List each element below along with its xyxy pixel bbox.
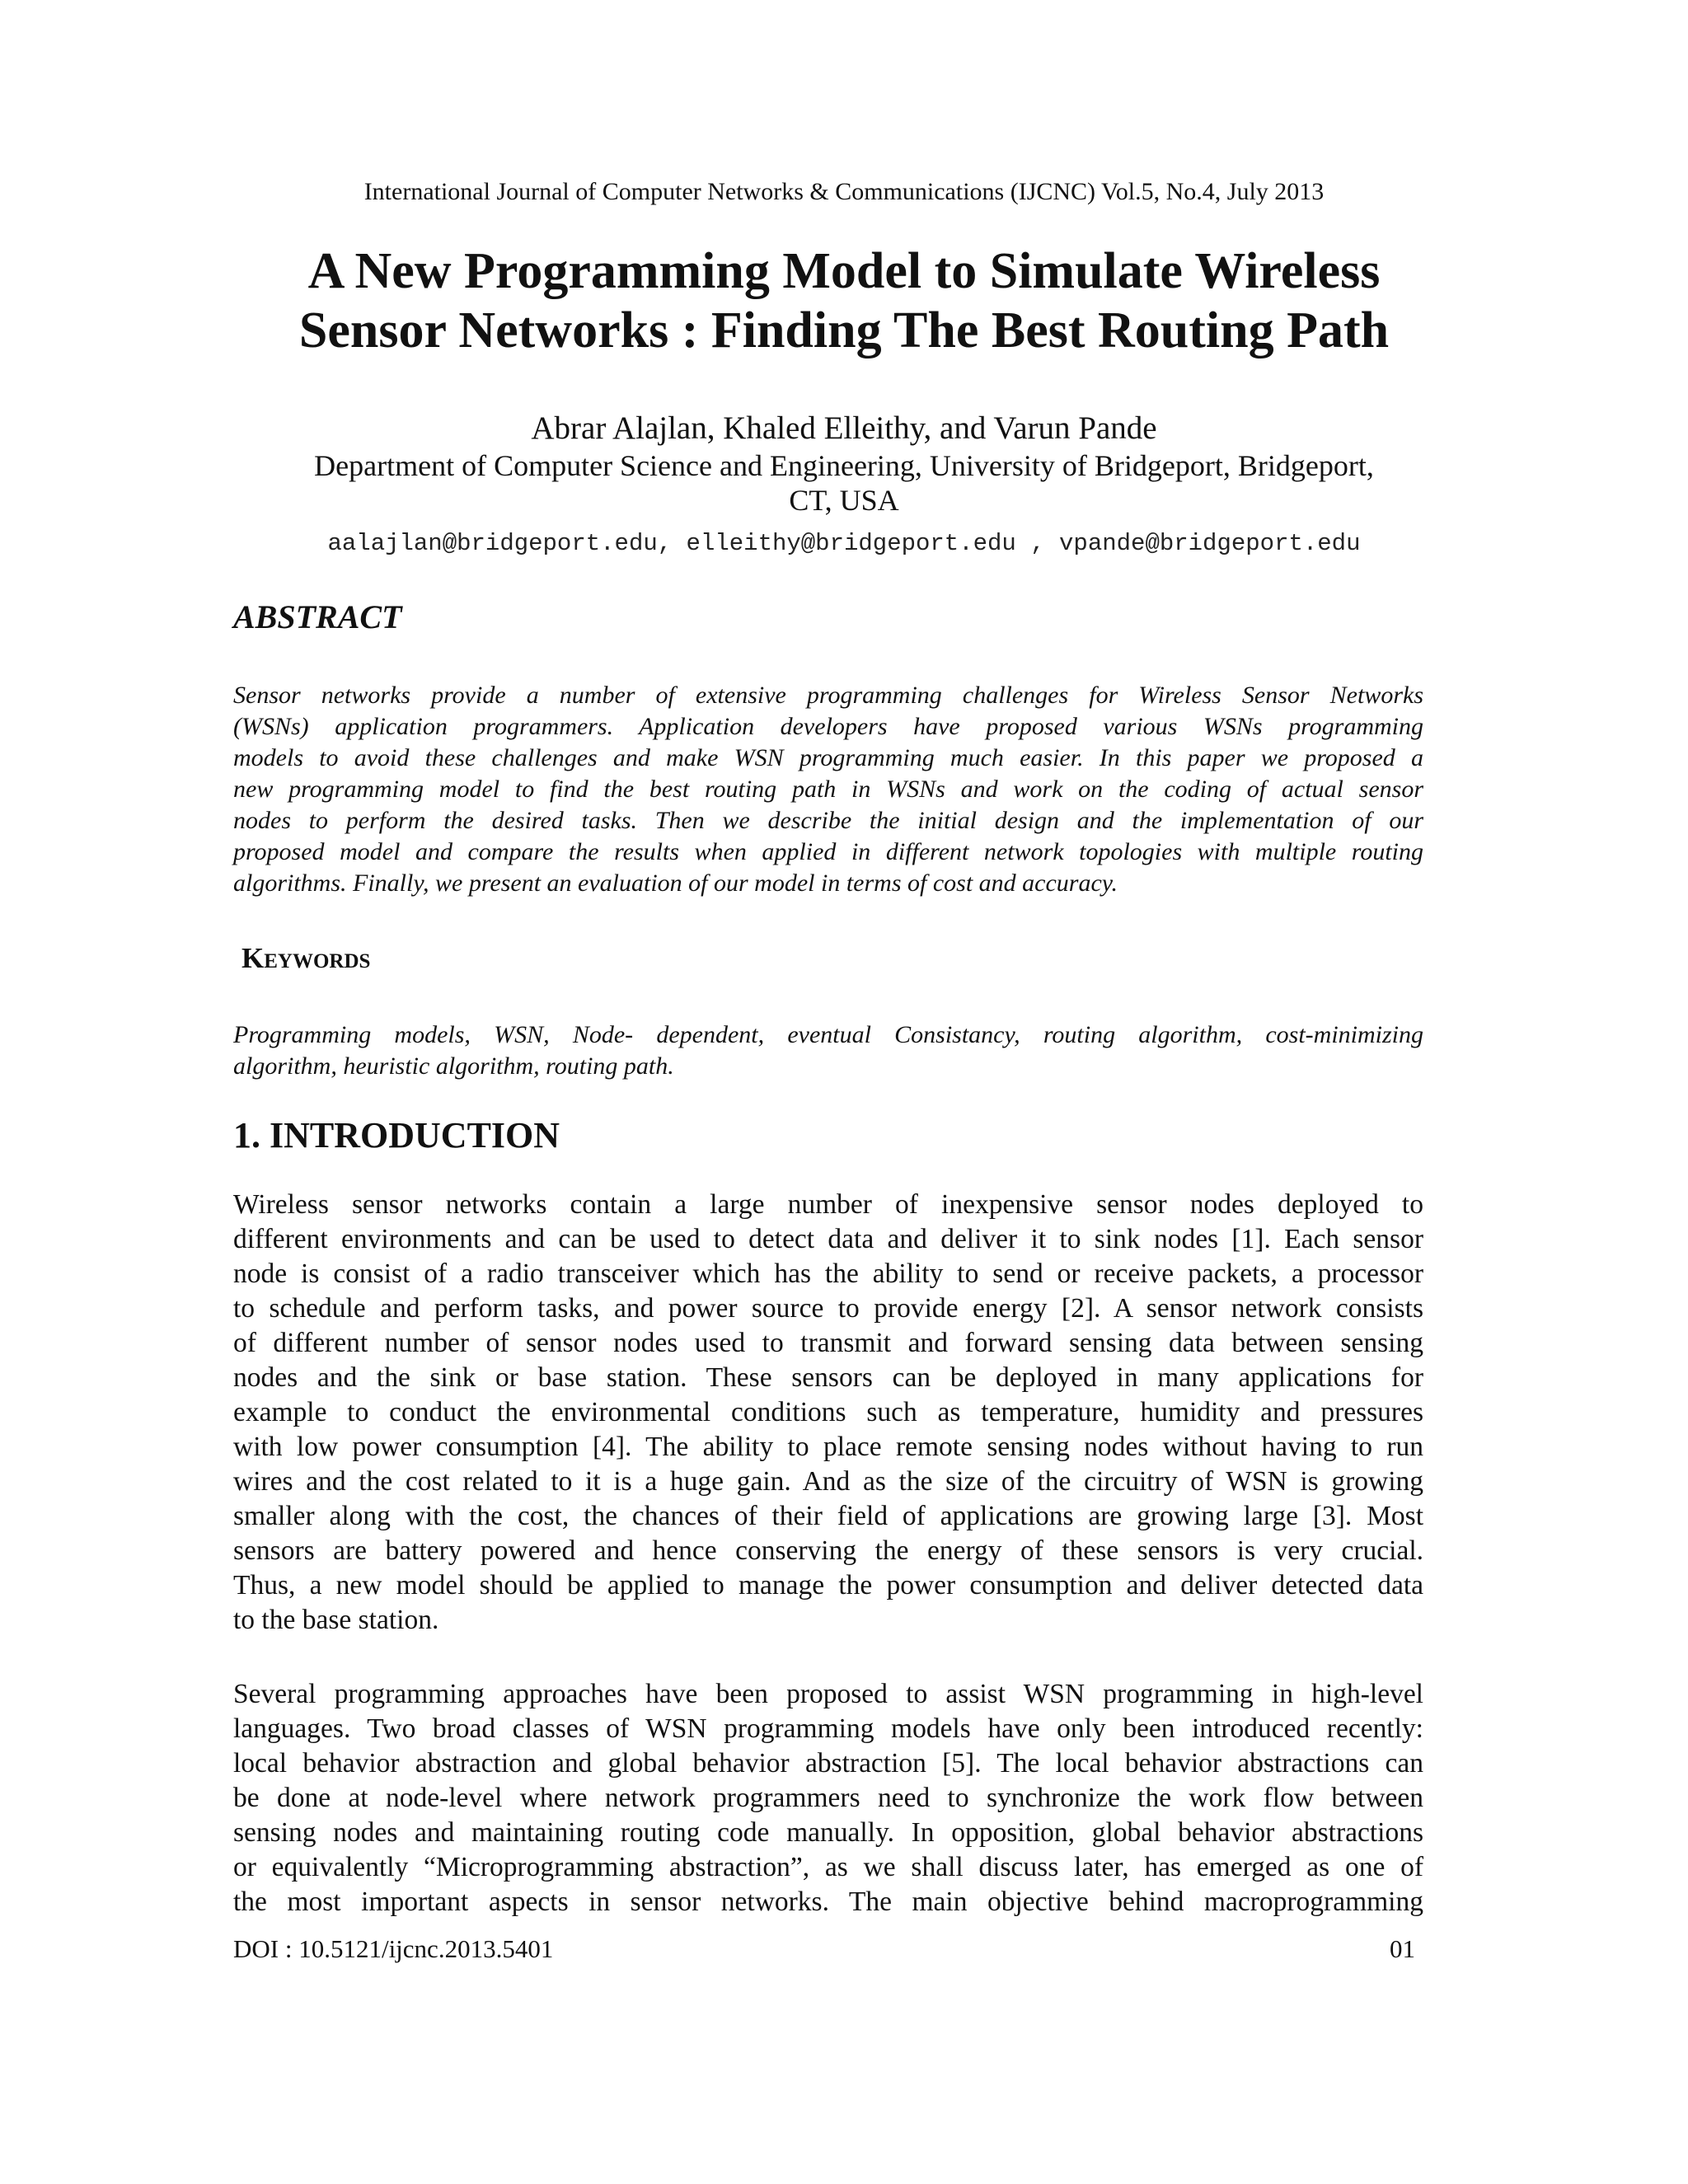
paper-title bbox=[0, 241, 1688, 360]
abstract-line: algorithms. Finally, we present an evaluation of our model in terms of cost and accuracy. bbox=[233, 869, 1118, 897]
paragraph-line: nodes and the sink or base station. These sensors can be deployed in many applications for bbox=[233, 1362, 1423, 1393]
abstract-line: (WSNs) application programmers. Application developers have proposed various WSNs programming bbox=[233, 713, 1423, 740]
paragraph-line: Wireless sensor networks contain a large number of inexpensive sensor nodes deployed to bbox=[233, 1189, 1423, 1220]
paragraph-line: of different number of sensor nodes used to transmit and forward sensing data between sensing bbox=[233, 1328, 1423, 1358]
paragraph-line: languages. Two broad classes of WSN programming models have only been introduced recently: bbox=[233, 1713, 1423, 1744]
affiliation bbox=[235, 448, 1453, 518]
paragraph-line: local behavior abstraction and global behavior abstraction [5]. The local behavior abstractions can bbox=[233, 1748, 1423, 1779]
affiliation-line: Department of Computer Science and Engineering, University of Bridgeport, Bridgeport, bbox=[314, 449, 1374, 482]
paragraph-line: smaller along with the cost, the chances of their field of applications are growing large [3]. Most bbox=[233, 1501, 1423, 1531]
title-line: Sensor Networks : Finding The Best Routing Path bbox=[298, 302, 1390, 359]
paragraph-line: example to conduct the environmental conditions such as temperature, humidity and pressures bbox=[233, 1397, 1423, 1427]
paragraph-line: Several programming approaches have been proposed to assist WSN programming in high-level bbox=[233, 1679, 1423, 1709]
paragraph-line: with low power consumption [4]. The ability to place remote sensing nodes without having to run bbox=[233, 1432, 1423, 1462]
keywords-heading: Keywords bbox=[241, 942, 371, 974]
intro-paragraph-1 bbox=[233, 1188, 1423, 1638]
title-line: A New Programming Model to Simulate Wireless bbox=[307, 243, 1381, 299]
section-heading-introduction: 1. INTRODUCTION bbox=[233, 1115, 560, 1155]
paragraph-line: node is consist of a radio transceiver which has the ability to send or receive packets, a processor bbox=[233, 1258, 1423, 1289]
paragraph-line: sensing nodes and maintaining routing code manually. In opposition, global behavior abstractions bbox=[233, 1817, 1423, 1848]
paragraph-line: the most important aspects in sensor networks. The main objective behind macroprogramming bbox=[233, 1886, 1423, 1917]
abstract-line: proposed model and compare the results when applied in different network topologies with multiple routing bbox=[233, 838, 1423, 865]
keywords-line: algorithm, heuristic algorithm, routing path. bbox=[233, 1052, 674, 1080]
paragraph-line: wires and the cost related to it is a huge gain. And as the size of the circuitry of WSN is growing bbox=[233, 1466, 1423, 1497]
authors: Abrar Alajlan, Khaled Elleithy, and Varun Pande bbox=[531, 410, 1157, 446]
abstract-line: nodes to perform the desired tasks. Then we describe the initial design and the implementation of our bbox=[233, 807, 1423, 834]
paragraph-line: to the base station. bbox=[233, 1605, 439, 1635]
paragraph-line: sensors are battery powered and hence conserving the energy of these sensors is very crucial. bbox=[233, 1535, 1423, 1566]
paragraph-line: or equivalently “Microprogramming abstraction”, as we shall discuss later, has emerged as one of bbox=[233, 1852, 1423, 1882]
abstract-line: new programming model to find the best routing path in WSNs and work on the coding of actual sensor bbox=[233, 776, 1423, 803]
abstract-heading: ABSTRACT bbox=[233, 598, 402, 635]
footer-doi: DOI : 10.5121/ijcnc.2013.5401 bbox=[233, 1934, 554, 1963]
keywords-text bbox=[233, 1019, 1423, 1082]
abstract-line: Sensor networks provide a number of extensive programming challenges for Wireless Sensor Networks bbox=[233, 682, 1423, 709]
paragraph-line: to schedule and perform tasks, and power source to provide energy [2]. A sensor network consists bbox=[233, 1293, 1423, 1324]
intro-paragraph-2 bbox=[233, 1677, 1423, 1919]
paragraph-line: different environments and can be used to detect data and deliver it to sink nodes [1]. Each sensor bbox=[233, 1224, 1423, 1254]
paragraph-line: be done at node-level where network programmers need to synchronize the work flow between bbox=[233, 1783, 1423, 1813]
journal-header: International Journal of Computer Networks & Communications (IJCNC) Vol.5, No.4, July 2013 bbox=[363, 178, 1325, 205]
keywords-line: Programming models, WSN, Node- dependent, eventual Consistancy, routing algorithm, cost-minimizing bbox=[233, 1021, 1423, 1048]
abstract-text bbox=[233, 680, 1423, 899]
author-emails: aalajlan@bridgeport.edu, elleithy@bridgeport.edu , vpande@bridgeport.edu bbox=[327, 530, 1361, 557]
footer-page-number: 01 bbox=[1390, 1934, 1415, 1963]
abstract-line: models to avoid these challenges and make WSN programming much easier. In this paper we proposed a bbox=[233, 744, 1423, 771]
affiliation-line: CT, USA bbox=[789, 484, 899, 517]
paragraph-line: Thus, a new model should be applied to manage the power consumption and deliver detected data bbox=[233, 1570, 1423, 1601]
